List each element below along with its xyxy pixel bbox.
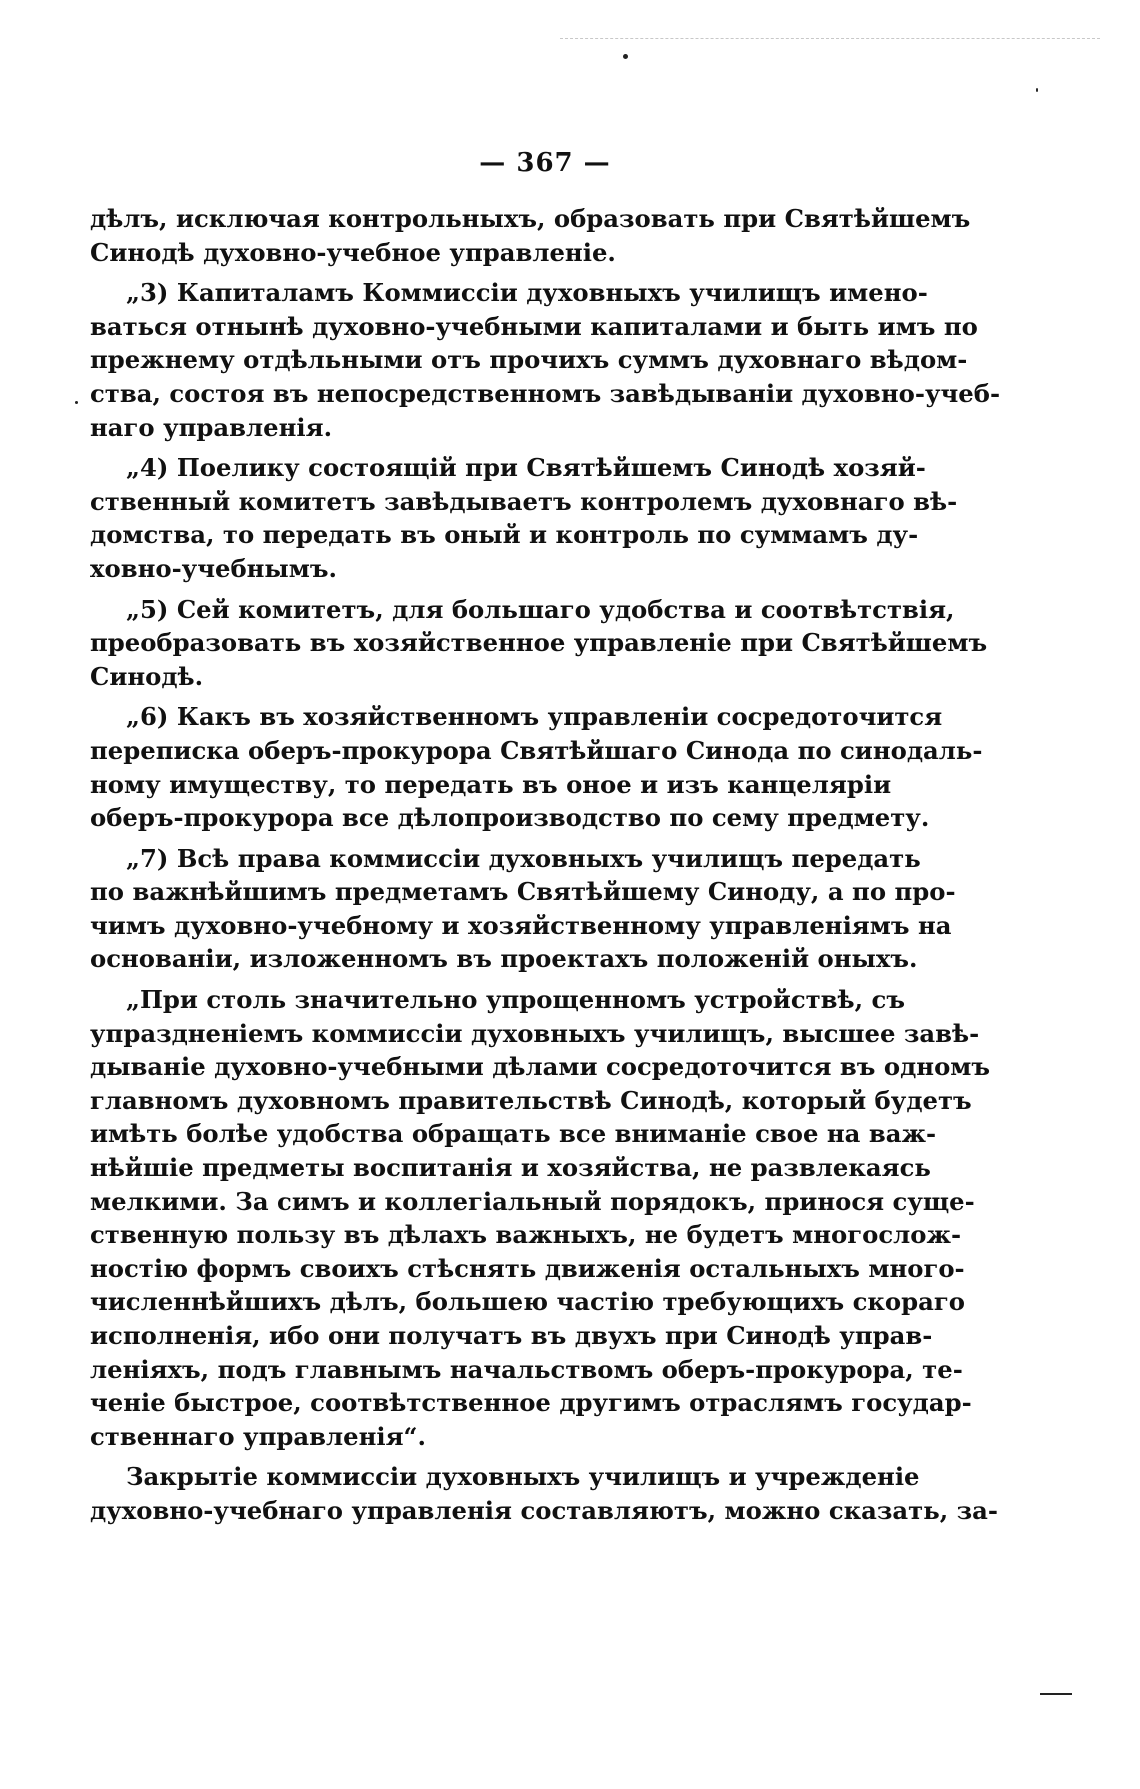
text-line: Синодѣ. bbox=[90, 661, 204, 691]
text-line: „6) Какъ въ хозяйственномъ управленіи сосредоточится bbox=[126, 702, 943, 732]
text-line: численнѣйшихъ дѣлъ, большею частію требующихъ скораго bbox=[90, 1287, 965, 1317]
text-line: упраздненіемъ коммиссіи духовныхъ училищъ, высшее завѣ- bbox=[90, 1018, 980, 1048]
paragraph bbox=[90, 276, 1001, 444]
text-line: мелкими. За симъ и коллегіальный порядокъ, принося суще- bbox=[90, 1186, 975, 1216]
text-line: наго управленія. bbox=[90, 412, 333, 442]
paragraph bbox=[90, 983, 991, 1453]
text-line: переписка оберъ-прокурора Святѣйшаго Синода по синодаль- bbox=[90, 735, 983, 765]
text-line: прежнему отдѣльными отъ прочихъ суммъ духовнаго вѣдом- bbox=[90, 345, 968, 375]
text-line: ховно-учебнымъ. bbox=[90, 553, 337, 583]
paragraph bbox=[90, 842, 956, 976]
margin-mark bbox=[1040, 1693, 1072, 1695]
text-line: оберъ-прокурора все дѣлопроизводство по сему предмету. bbox=[90, 803, 930, 833]
text-line: Синодѣ духовно-учебное управленіе. bbox=[90, 237, 616, 267]
text-line: ваться отнынѣ духовно-учебными капиталами и быть имъ по bbox=[90, 311, 978, 341]
scan-top-edge bbox=[560, 38, 1100, 39]
text-line: основаніи, изложенномъ въ проектахъ положеній оныхъ. bbox=[90, 944, 918, 974]
ink-speck bbox=[75, 401, 78, 404]
text-line: чимъ духовно-учебному и хозяйственному управленіямъ на bbox=[90, 910, 952, 940]
text-line: ному имуществу, то передать въ оное и изъ канцеляріи bbox=[90, 769, 892, 799]
text-line: дываніе духовно-учебными дѣлами сосредоточится въ одномъ bbox=[90, 1052, 991, 1082]
body-text bbox=[90, 202, 1001, 1528]
paragraph bbox=[90, 593, 988, 694]
ink-speck bbox=[1036, 88, 1038, 92]
text-line: домства, то передать въ оный и контроль по суммамъ ду- bbox=[90, 520, 919, 550]
text-line: ства, состоя въ непосредственномъ завѣдываніи духовно-учеб- bbox=[90, 378, 1001, 408]
ink-speck bbox=[623, 54, 628, 59]
text-line: ченіе быстрое, соотвѣтственное другимъ отраслямъ государ- bbox=[90, 1388, 972, 1418]
text-line: нѣйшіе предметы воспитанія и хозяйства, не развлекаясь bbox=[90, 1153, 931, 1183]
text-line: имѣть болѣе удобства обращать все вниманіе свое на важ- bbox=[90, 1119, 937, 1149]
paragraph bbox=[90, 700, 983, 834]
text-line: дѣлъ, исключая контрольныхъ, образовать при Святѣйшемъ bbox=[90, 204, 971, 233]
text-line: исполненія, ибо они получатъ въ двухъ при Синодѣ управ- bbox=[90, 1321, 933, 1350]
text-line: „4) Поелику состоящій при Святѣйшемъ Синодѣ хозяй- bbox=[126, 453, 926, 483]
text-line: ственный комитетъ завѣдываетъ контролемъ духовнаго вѣ- bbox=[90, 486, 958, 516]
text-line: Закрытіе коммиссіи духовныхъ училищъ и учрежденіе bbox=[126, 1462, 920, 1492]
text-line: ственнаго управленія“. bbox=[90, 1421, 426, 1451]
text-line: главномъ духовномъ правительствѣ Синодѣ, который будетъ bbox=[90, 1085, 972, 1115]
paragraph bbox=[90, 202, 971, 269]
text-line: „5) Сей комитетъ, для большаго удобства и соотвѣтствія, bbox=[126, 594, 955, 624]
text-line: „7) Всѣ права коммиссіи духовныхъ училищъ передать bbox=[126, 843, 921, 873]
text-line: ственную пользу въ дѣлахъ важныхъ, не будетъ многослож- bbox=[90, 1220, 962, 1250]
text-line: ностію формъ своихъ стѣснять движенія остальныхъ много- bbox=[90, 1253, 965, 1283]
text-line: духовно-учебнаго управленія составляютъ, можно сказать, за- bbox=[90, 1495, 998, 1525]
text-line: „При столь значительно упрощенномъ устройствѣ, съ bbox=[126, 985, 905, 1015]
page-number: — 367 — bbox=[479, 148, 611, 178]
text-line: по важнѣйшимъ предметамъ Святѣйшему Синоду, а по про- bbox=[90, 877, 956, 907]
paragraph bbox=[90, 451, 958, 585]
paragraph bbox=[90, 1460, 998, 1527]
text-line: „3) Капиталамъ Коммиссіи духовныхъ училищъ имено- bbox=[126, 278, 928, 308]
text-line: преобразовать въ хозяйственное управленіе при Святѣйшемъ bbox=[90, 628, 988, 658]
text-line: леніяхъ, подъ главнымъ начальствомъ оберъ-прокурора, те- bbox=[90, 1354, 963, 1384]
